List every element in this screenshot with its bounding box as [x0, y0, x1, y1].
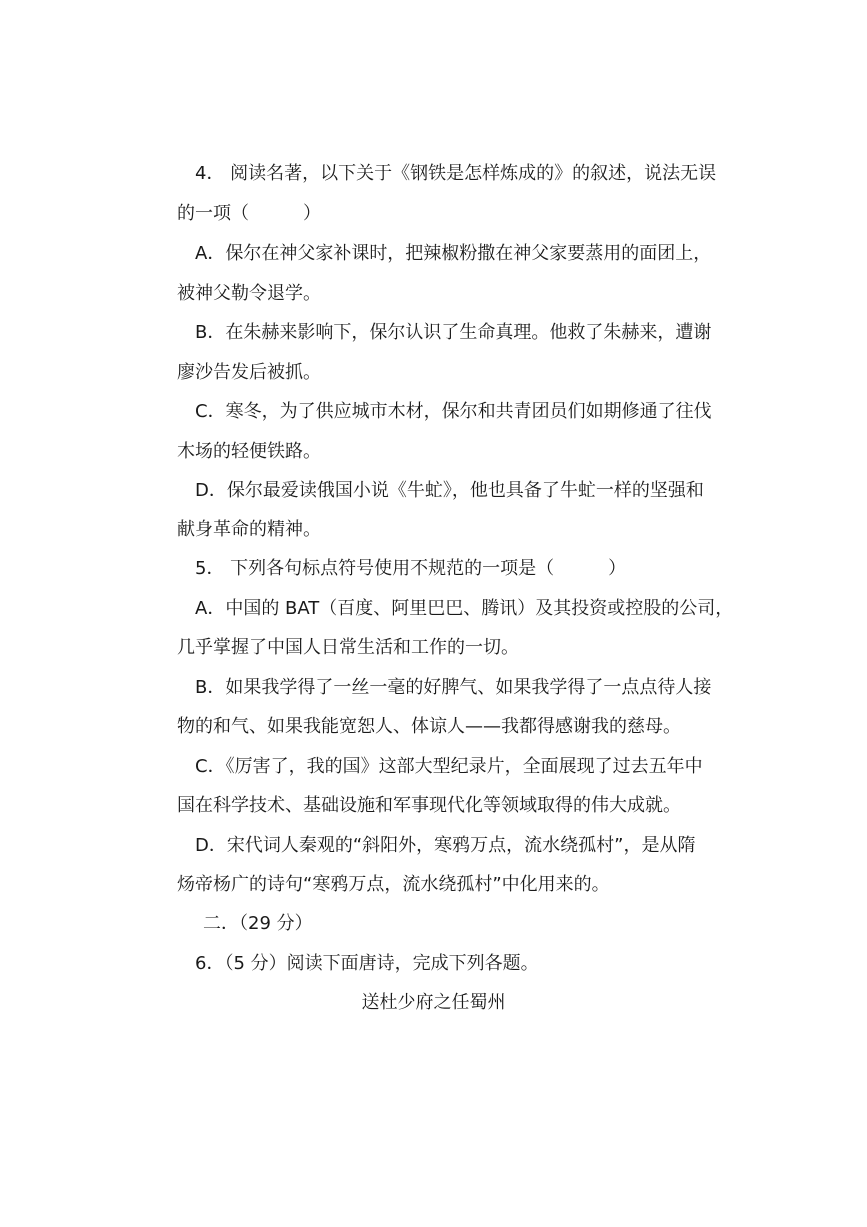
q5-option-a-line2: 几乎掌握了中国人日常生活和工作的一切。: [177, 637, 519, 658]
q4-stem-line2: 的一项（ ）: [177, 203, 321, 224]
q4-option-d-line1: D．保尔最爱读俄国小说《牛虻》，他也具备了牛虻一样的坚强和: [195, 480, 704, 501]
q4-option-a-line2: 被神父勒令退学。: [177, 283, 321, 304]
q5-option-c-line1: C．《厉害了，我的国》这部大型纪录片，全面展现了过去五年中: [195, 756, 703, 777]
q5-option-d-line1: D．宋代词人秦观的“斜阳外，寒鸦万点，流水绕孤村”，是从隋: [195, 835, 696, 856]
q5-option-a-line1: A．中国的 BAT（百度、阿里巴巴、腾讯）及其投资或控股的公司，: [195, 598, 734, 619]
q4-stem-line1: 4． 阅读名著，以下关于《钢铁是怎样炼成的》的叙述，说法无误: [195, 163, 717, 184]
q6-stem: 6．（5 分）阅读下面唐诗，完成下列各题。: [195, 953, 539, 974]
q5-option-c-line2: 国在科学技术、基础设施和军事现代化等领域取得的伟大成就。: [177, 795, 681, 816]
q4-option-d-line2: 献身革命的精神。: [177, 519, 321, 540]
q4-option-b-line1: B．在朱赫来影响下，保尔认识了生命真理。他救了朱赫来，遭谢: [195, 322, 712, 343]
q5-option-b-line1: B．如果我学得了一丝一毫的好脾气、如果我学得了一点点待人接: [195, 677, 712, 698]
q5-option-d-line2: 炀帝杨广的诗句“寒鸦万点，流水绕孤村”中化用来的。: [177, 874, 610, 895]
poem-title: 送杜少府之任蜀州: [361, 992, 506, 1013]
q4-option-c-line1: C．寒冬，为了供应城市木材，保尔和共青团员们如期修通了往伐: [195, 401, 712, 422]
q5-option-b-line2: 物的和气、如果我能宽恕人、体谅人——我都得感谢我的慈母。: [177, 716, 681, 737]
q4-option-a-line1: A．保尔在神父家补课时，把辣椒粉撒在神父家要蒸用的面团上，: [195, 243, 712, 264]
q4-option-b-line2: 廖沙告发后被抓。: [177, 362, 321, 383]
q4-option-c-line2: 木场的轻便铁路。: [177, 441, 321, 462]
q5-stem: 5． 下列各句标点符号使用不规范的一项是（ ）: [195, 558, 627, 579]
section-2-heading: 二．（29 分）: [203, 913, 313, 934]
